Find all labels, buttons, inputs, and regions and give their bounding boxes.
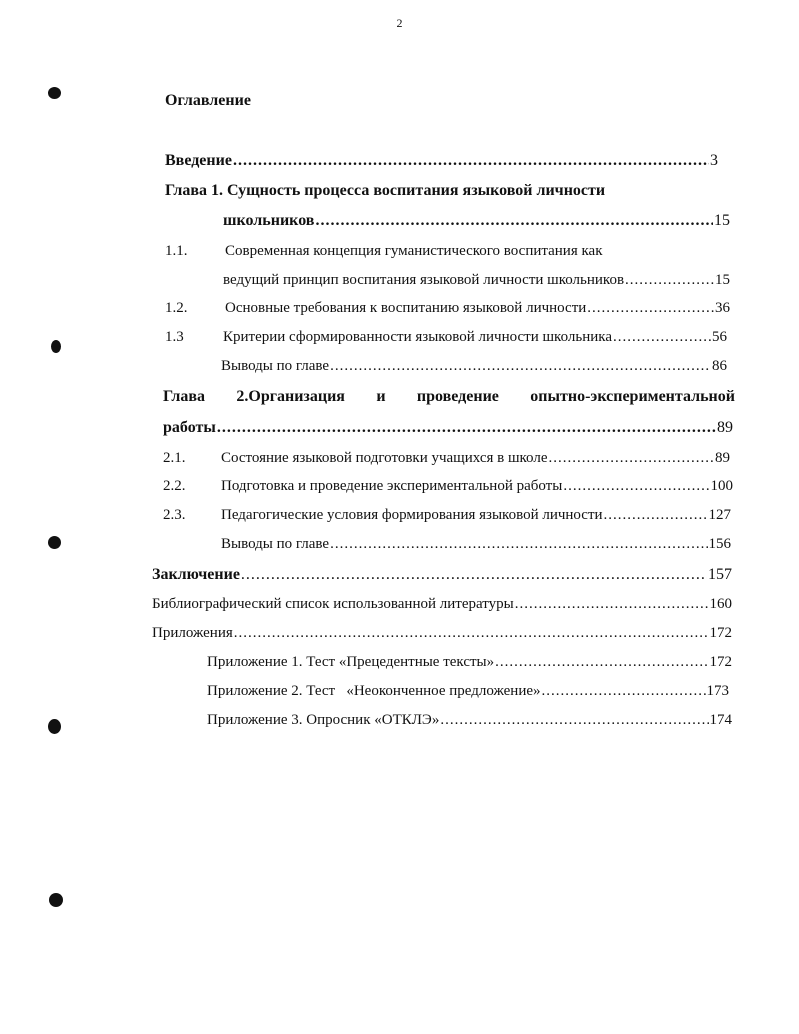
leader-dots	[440, 712, 708, 729]
scan-blot	[48, 87, 61, 99]
toc-section-number: 1.1.	[165, 243, 188, 259]
toc-entry-label: Введение	[165, 152, 232, 169]
leader-dots	[515, 596, 709, 613]
toc-entry-label: Библиографический список использованной литературы	[152, 596, 514, 612]
toc-entry-page: 86	[712, 358, 727, 374]
toc-entry-label: работы	[163, 419, 216, 436]
toc-entry-page: 172	[709, 654, 732, 670]
toc-entry-page: 89	[715, 450, 730, 466]
toc-entry-label: Приложение 2. Тест «Неоконченное предложение»	[207, 683, 541, 699]
toc-entry-page: 156	[708, 536, 731, 552]
leader-dots	[241, 566, 707, 584]
leader-dots	[613, 329, 711, 346]
toc-entry-label: школьников	[223, 212, 315, 229]
toc-section-1-1-title: Современная концепция гуманистического воспитания как	[225, 243, 603, 259]
leader-dots	[548, 450, 714, 467]
toc-section-number: 2.2.	[163, 478, 186, 494]
toc-entry-label: Состояние языковой подготовки учащихся в школе	[221, 450, 548, 466]
toc-entry-label: Основные требования к воспитанию языковой личности	[225, 300, 587, 316]
toc-title: Оглавление	[165, 92, 251, 109]
scan-blot	[49, 893, 63, 907]
toc-entry-label: Приложения	[152, 625, 233, 641]
toc-entry-page: 160	[709, 596, 732, 612]
leader-dots	[604, 507, 708, 524]
toc-entry-page: 157	[708, 566, 732, 583]
toc-entry-appendices	[152, 625, 732, 642]
leader-dots	[234, 625, 709, 642]
leader-dots	[495, 654, 708, 671]
toc-entry-label: Приложение 3. Опросник «ОТКЛЭ»	[207, 712, 440, 728]
toc-entry-page: 174	[709, 712, 732, 728]
leader-dots	[587, 300, 714, 317]
toc-entry-page: 172	[709, 625, 732, 641]
toc-entry-page: 173	[706, 683, 729, 699]
toc-entry-page: 3	[710, 152, 718, 169]
toc-entry-label: Приложение 1. Тест «Прецедентные тексты»	[207, 654, 495, 670]
toc-entry-page: 127	[708, 507, 731, 523]
leader-dots	[233, 152, 709, 170]
toc-entry-label: Выводы по главе	[221, 536, 330, 552]
leader-dots	[330, 358, 711, 375]
scan-blot	[48, 536, 61, 549]
toc-chapter-2-title	[163, 388, 735, 406]
toc-section-1-3	[223, 329, 727, 346]
toc-chapter-2-word: и	[376, 388, 386, 405]
toc-chapter-2	[163, 419, 733, 437]
toc-entry-bibliography	[152, 596, 732, 613]
toc-chapter-2-word: 2.Организация	[236, 388, 345, 405]
toc-entry-page: 56	[712, 329, 727, 345]
toc-entry-label: Критерии сформированности языковой личности школьника	[223, 329, 612, 345]
toc-chapter-2-conclusions	[221, 536, 731, 553]
toc-entry-page: 15	[714, 212, 730, 229]
toc-entry-label: Педагогические условия формирования языковой личности	[221, 507, 603, 523]
leader-dots	[542, 683, 706, 700]
scan-blot	[48, 719, 61, 734]
toc-entry-page: 89	[717, 419, 733, 436]
toc-entry-page: 15	[715, 272, 730, 288]
leader-dots	[217, 419, 716, 437]
toc-entry-label: ведущий принцип воспитания языковой личности школьников	[223, 272, 625, 288]
toc-entry-page: 36	[715, 300, 730, 316]
toc-section-1-1	[223, 272, 730, 289]
toc-entry-intro	[165, 152, 718, 170]
leader-dots	[330, 536, 707, 553]
leader-dots	[315, 212, 713, 230]
toc-chapter-2-word: опытно-экспериментальной	[530, 388, 735, 405]
toc-entry-appendix-3	[207, 712, 732, 729]
toc-chapter-2-word: проведение	[416, 388, 499, 405]
toc-chapter-1	[223, 212, 730, 230]
toc-entry-label: Выводы по главе	[221, 358, 330, 374]
toc-entry-appendix-2	[207, 683, 729, 700]
toc-entry-label: Заключение	[152, 566, 240, 583]
leader-dots	[563, 478, 709, 495]
toc-section-number: 2.1.	[163, 450, 186, 466]
toc-entry-appendix-1	[207, 654, 732, 671]
toc-chapter-2-word: Глава	[163, 388, 205, 405]
toc-section-number: 2.3.	[163, 507, 186, 523]
toc-chapter-1-conclusions	[221, 358, 727, 375]
page-number: 2	[396, 16, 403, 30]
toc-section-2-1	[221, 450, 730, 467]
toc-chapter-1-title: Глава 1. Сущность процесса воспитания языковой личности	[165, 182, 606, 199]
toc-entry-conclusion	[152, 566, 732, 584]
toc-section-number: 1.3	[165, 329, 184, 345]
toc-section-2-2	[221, 478, 733, 495]
scan-blot	[51, 340, 61, 353]
toc-entry-page: 100	[710, 478, 733, 494]
toc-entry-label: Подготовка и проведение экспериментальной работы	[221, 478, 563, 494]
toc-section-number: 1.2.	[165, 300, 188, 316]
toc-section-2-3	[221, 507, 731, 524]
toc-section-1-2	[225, 300, 730, 317]
leader-dots	[625, 272, 714, 289]
